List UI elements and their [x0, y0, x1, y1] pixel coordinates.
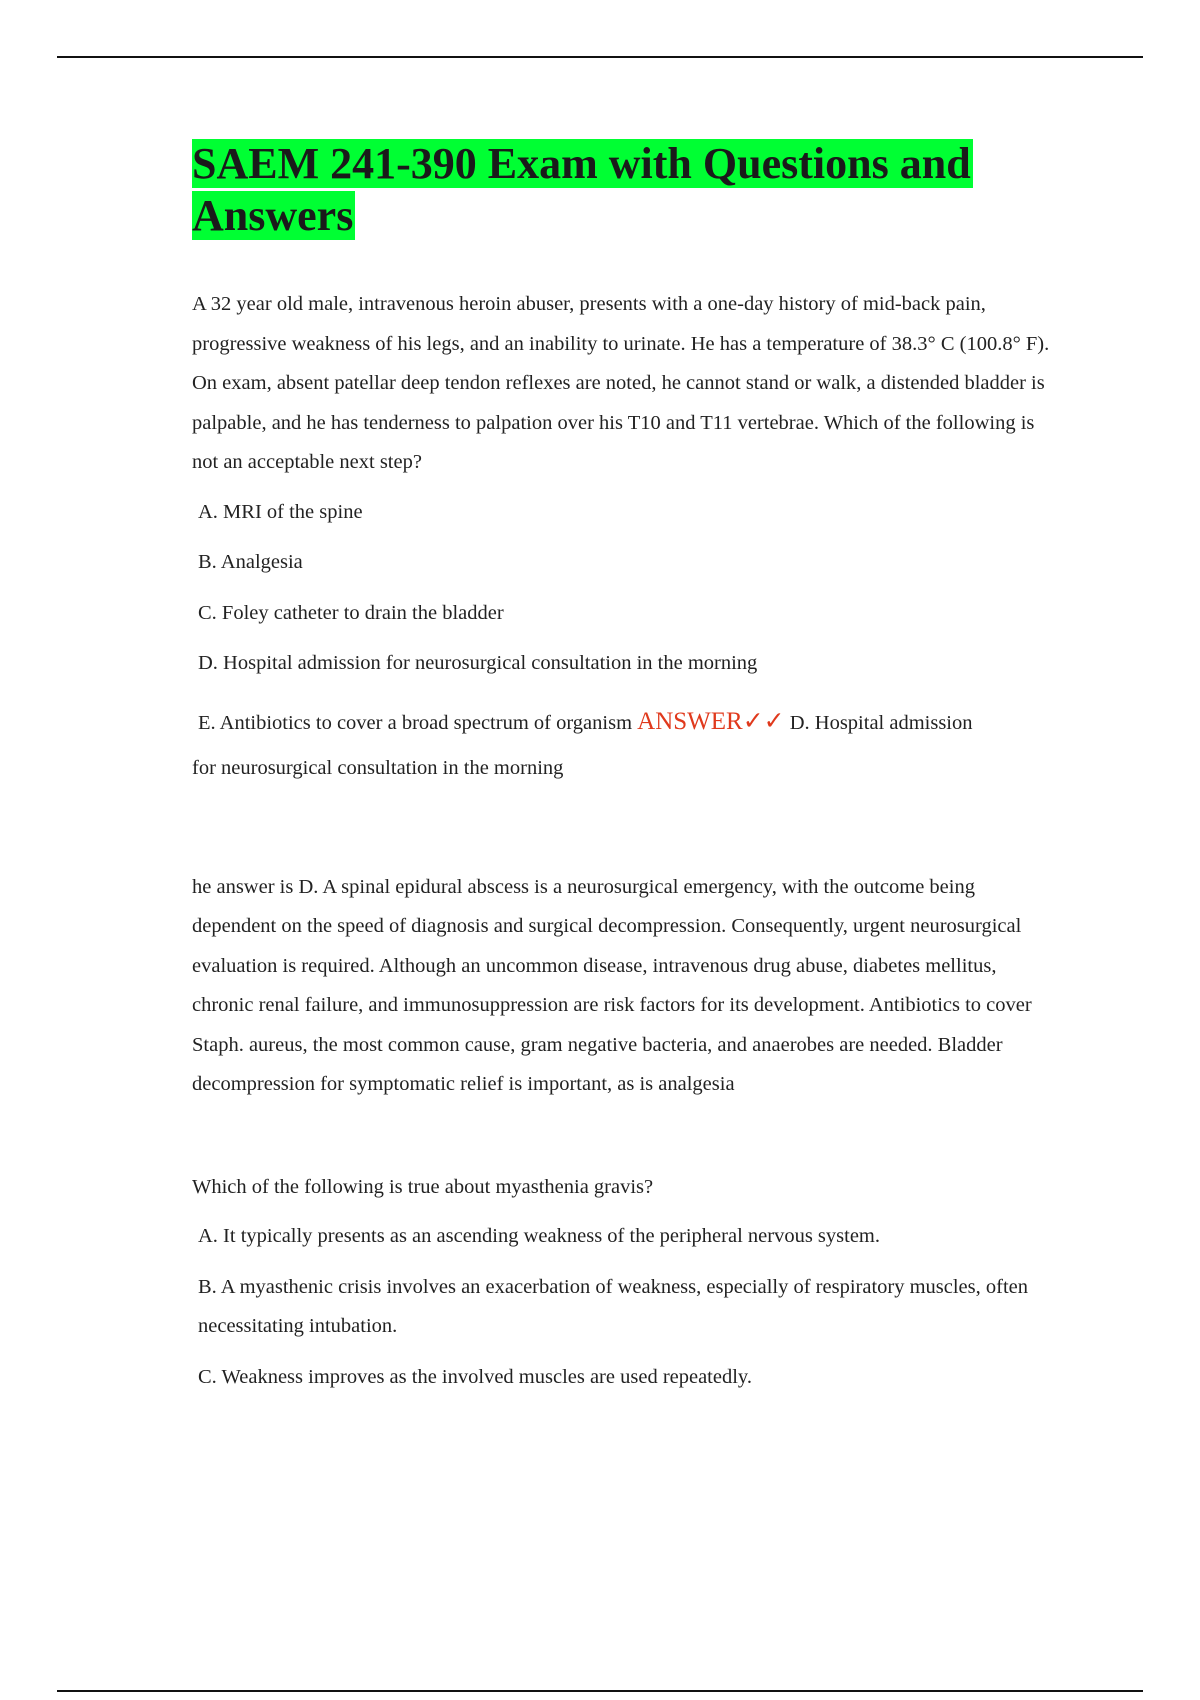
footer-rule — [57, 1690, 1143, 1692]
answer-label: ANSWER✓✓ — [637, 707, 785, 735]
answer-text-inline: D. Hospital admission — [789, 711, 973, 734]
question-1-option-e: E. Antibiotics to cover a broad spectrum of organism — [198, 711, 633, 734]
question-2-option-b: B. A myasthenic crisis involves an exacerbation of weakness, especially of respiratory muscles, often necessitating intubation. — [198, 1275, 1029, 1337]
question-1-option-a: A. MRI of the spine — [198, 500, 363, 523]
question-1-option-d: D. Hospital admission for neurosurgical consultation in the morning — [198, 652, 758, 674]
title-highlight: SAEM 241-390 Exam with Questions and Answers — [192, 139, 971, 240]
question-1-option-c: C. Foley catheter to drain the bladder — [198, 601, 504, 624]
document-body — [192, 138, 1052, 1397]
question-2-stem: Which of the following is true about myasthenia gravis? — [192, 1175, 654, 1198]
question-1-stem: A 32 year old male, intravenous heroin abuser, presents with a one-day history of mid-back pain, progressive weakness of his legs, and an inability to urinate. He has a temperature of 38.3° C (100.8° F). On exam, absent patellar deep tendon reflexes are noted, he cannot stand or walk, a distended bladder is palpable, and he has tenderness to palpation over his T10 and T11 vertebrae. Which of the following is not an acceptable next step? — [192, 293, 1050, 473]
answer-text-continuation: for neurosurgical consultation in the morning — [192, 757, 564, 779]
question-2-option-c: C. Weakness improves as the involved muscles are used repeatedly. — [198, 1365, 752, 1388]
document-title — [192, 138, 1052, 242]
question-2-option-a: A. It typically presents as an ascending weakness of the peripheral nervous system. — [198, 1225, 880, 1247]
header-rule — [57, 56, 1143, 58]
question-1-explanation: he answer is D. A spinal epidural abscess is a neurosurgical emergency, with the outcome being dependent on the speed of diagnosis and surgical decompression. Consequently, urgent neurosurgical evaluation is required. Although an uncommon disease, intravenous drug abuse, diabetes mellitus, chronic renal failure, and immunosuppression are risk factors for its development. Antibiotics to cover Staph. aureus, the most common cause, gram negative bacteria, and anaerobes are needed. Bladder decompression for symptomatic relief is important, as is analgesia — [192, 875, 1032, 1095]
question-1-option-b: B. Analgesia — [198, 551, 303, 573]
question-1-option-e-line — [192, 702, 1052, 744]
